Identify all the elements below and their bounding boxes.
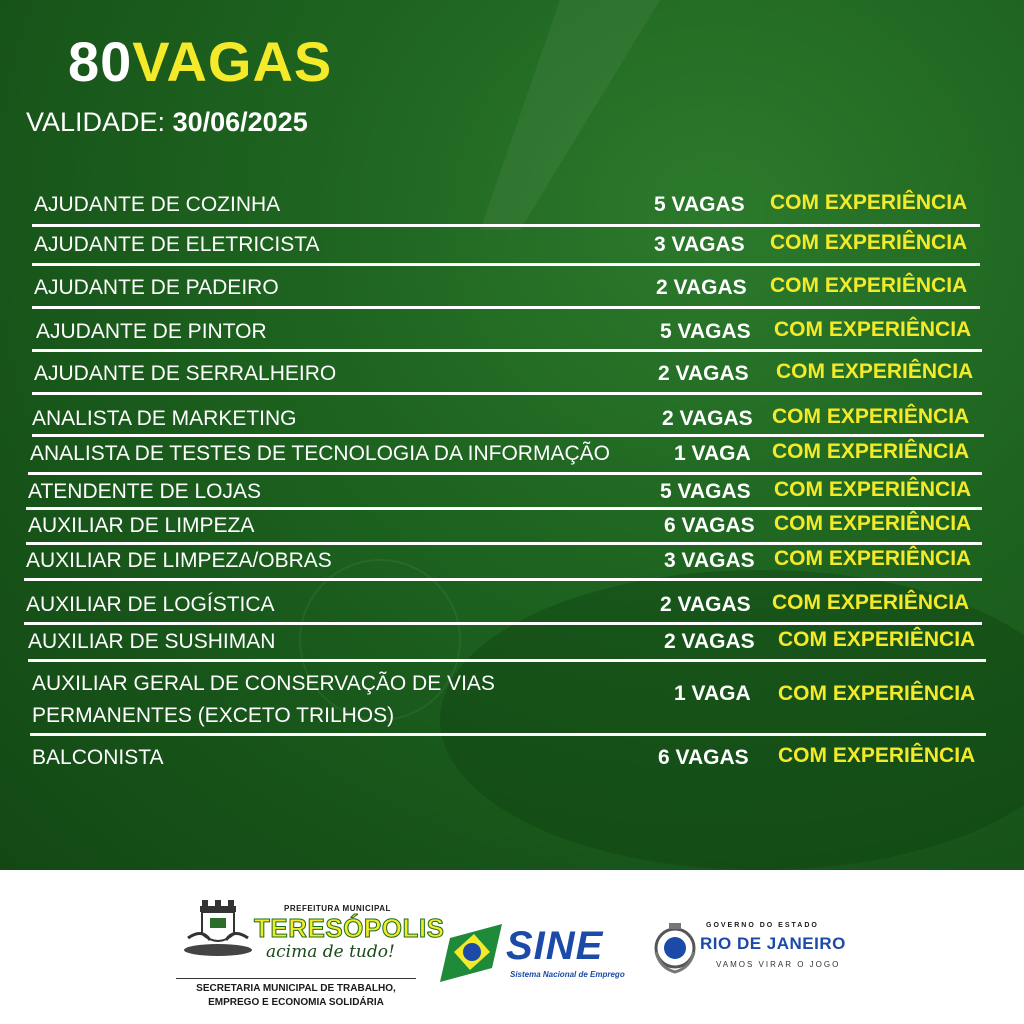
job-quantity: 5 VAGAS: [654, 193, 745, 216]
city-slogan: acima de tudo!: [266, 942, 395, 962]
job-title: AJUDANTE DE PADEIRO: [34, 276, 279, 299]
job-requirement: COM EXPERIÊNCIA: [778, 628, 976, 651]
job-title: BALCONISTA: [32, 746, 164, 769]
job-title: AUXILIAR DE LIMPEZA/OBRAS: [26, 549, 332, 572]
job-quantity: 2 VAGAS: [664, 630, 755, 653]
row-divider: [24, 622, 982, 625]
row-divider: [28, 659, 986, 662]
job-requirement: COM EXPERIÊNCIA: [770, 231, 968, 254]
brazil-flag-icon: [440, 924, 502, 982]
row-divider: [32, 434, 984, 437]
row-divider: [28, 472, 982, 475]
job-requirement: COM EXPERIÊNCIA: [774, 547, 972, 570]
city-coat-of-arms-icon: [182, 898, 254, 960]
state-coat-of-arms-icon: [654, 922, 696, 974]
job-quantity: 2 VAGAS: [660, 593, 751, 616]
job-title: ATENDENTE DE LOJAS: [28, 480, 261, 503]
job-title-line1: AUXILIAR GERAL DE CONSERVAÇÃO DE VIAS: [32, 672, 495, 695]
governo-label: GOVERNO DO ESTADO: [706, 922, 819, 929]
job-quantity: 1 VAGA: [674, 682, 751, 705]
row-divider: [32, 263, 980, 266]
state-motto: VAMOS VIRAR O JOGO: [716, 960, 841, 969]
job-title: AJUDANTE DE SERRALHEIRO: [34, 362, 337, 385]
prefeitura-logo: [176, 894, 445, 1014]
secretaria-line2: EMPREGO E ECONOMIA SOLIDÁRIA: [208, 997, 384, 1008]
job-quantity: 6 VAGAS: [664, 514, 755, 537]
job-requirement: COM EXPERIÊNCIA: [770, 274, 968, 297]
job-requirement: COM EXPERIÊNCIA: [772, 440, 970, 463]
job-title: AUXILIAR DE LOGÍSTICA: [26, 593, 275, 616]
row-divider: [26, 507, 982, 510]
job-requirement: COM EXPERIÊNCIA: [778, 682, 976, 705]
logo-divider: [176, 978, 416, 979]
job-quantity: 5 VAGAS: [660, 480, 751, 503]
row-divider: [26, 542, 982, 545]
prefeitura-label: PREFEITURA MUNICIPAL: [284, 904, 391, 913]
job-title: AJUDANTE DE PINTOR: [36, 320, 267, 343]
sine-subtitle: Sistema Nacional de Emprego: [510, 970, 625, 979]
job-quantity: 3 VAGAS: [664, 549, 755, 572]
job-quantity: 3 VAGAS: [654, 233, 745, 256]
job-quantity: 2 VAGAS: [656, 276, 747, 299]
vacancy-word: VAGAS: [132, 30, 333, 93]
row-divider: [32, 306, 980, 309]
city-name: TERESÓPOLIS: [254, 913, 445, 943]
secretaria-line1: SECRETARIA MUNICIPAL DE TRABALHO,: [196, 983, 396, 994]
job-title: AUXILIAR DE LIMPEZA: [28, 514, 255, 537]
row-divider: [24, 578, 982, 581]
sine-name: SINE: [506, 924, 604, 968]
job-requirement: COM EXPERIÊNCIA: [774, 478, 972, 501]
job-requirement: COM EXPERIÊNCIA: [772, 405, 970, 428]
job-quantity: 5 VAGAS: [660, 320, 751, 343]
job-requirement: COM EXPERIÊNCIA: [772, 591, 970, 614]
validity-label: VALIDADE:: [26, 107, 166, 137]
job-requirement: COM EXPERIÊNCIA: [776, 360, 974, 383]
job-quantity: 2 VAGAS: [658, 362, 749, 385]
validity-date: 30/06/2025: [172, 107, 308, 137]
governo-logo: [654, 920, 854, 980]
job-title: ANALISTA DE TESTES DE TECNOLOGIA DA INFORMAÇÃO: [30, 442, 610, 465]
state-name: RIO DE JANEIRO: [700, 934, 846, 953]
job-quantity: 1 VAGA: [674, 442, 751, 465]
job-quantity: 2 VAGAS: [662, 407, 753, 430]
job-title: AJUDANTE DE ELETRICISTA: [34, 233, 320, 256]
job-title: AUXILIAR DE SUSHIMAN: [28, 630, 276, 653]
job-requirement: COM EXPERIÊNCIA: [774, 512, 972, 535]
job-title-line2: PERMANENTES (EXCETO TRILHOS): [32, 704, 395, 727]
row-divider: [32, 224, 980, 227]
job-title: ANALISTA DE MARKETING: [32, 407, 297, 430]
job-title: AJUDANTE DE COZINHA: [34, 193, 281, 216]
job-requirement: COM EXPERIÊNCIA: [770, 191, 968, 214]
job-requirement: COM EXPERIÊNCIA: [774, 318, 972, 341]
job-quantity: 6 VAGAS: [658, 746, 749, 769]
job-requirement: COM EXPERIÊNCIA: [778, 744, 976, 767]
row-divider: [32, 392, 982, 395]
row-divider: [32, 349, 982, 352]
row-divider: [30, 733, 986, 736]
footer: [0, 870, 1024, 1024]
vacancy-total: 80: [68, 30, 133, 93]
sine-logo: [440, 924, 630, 988]
